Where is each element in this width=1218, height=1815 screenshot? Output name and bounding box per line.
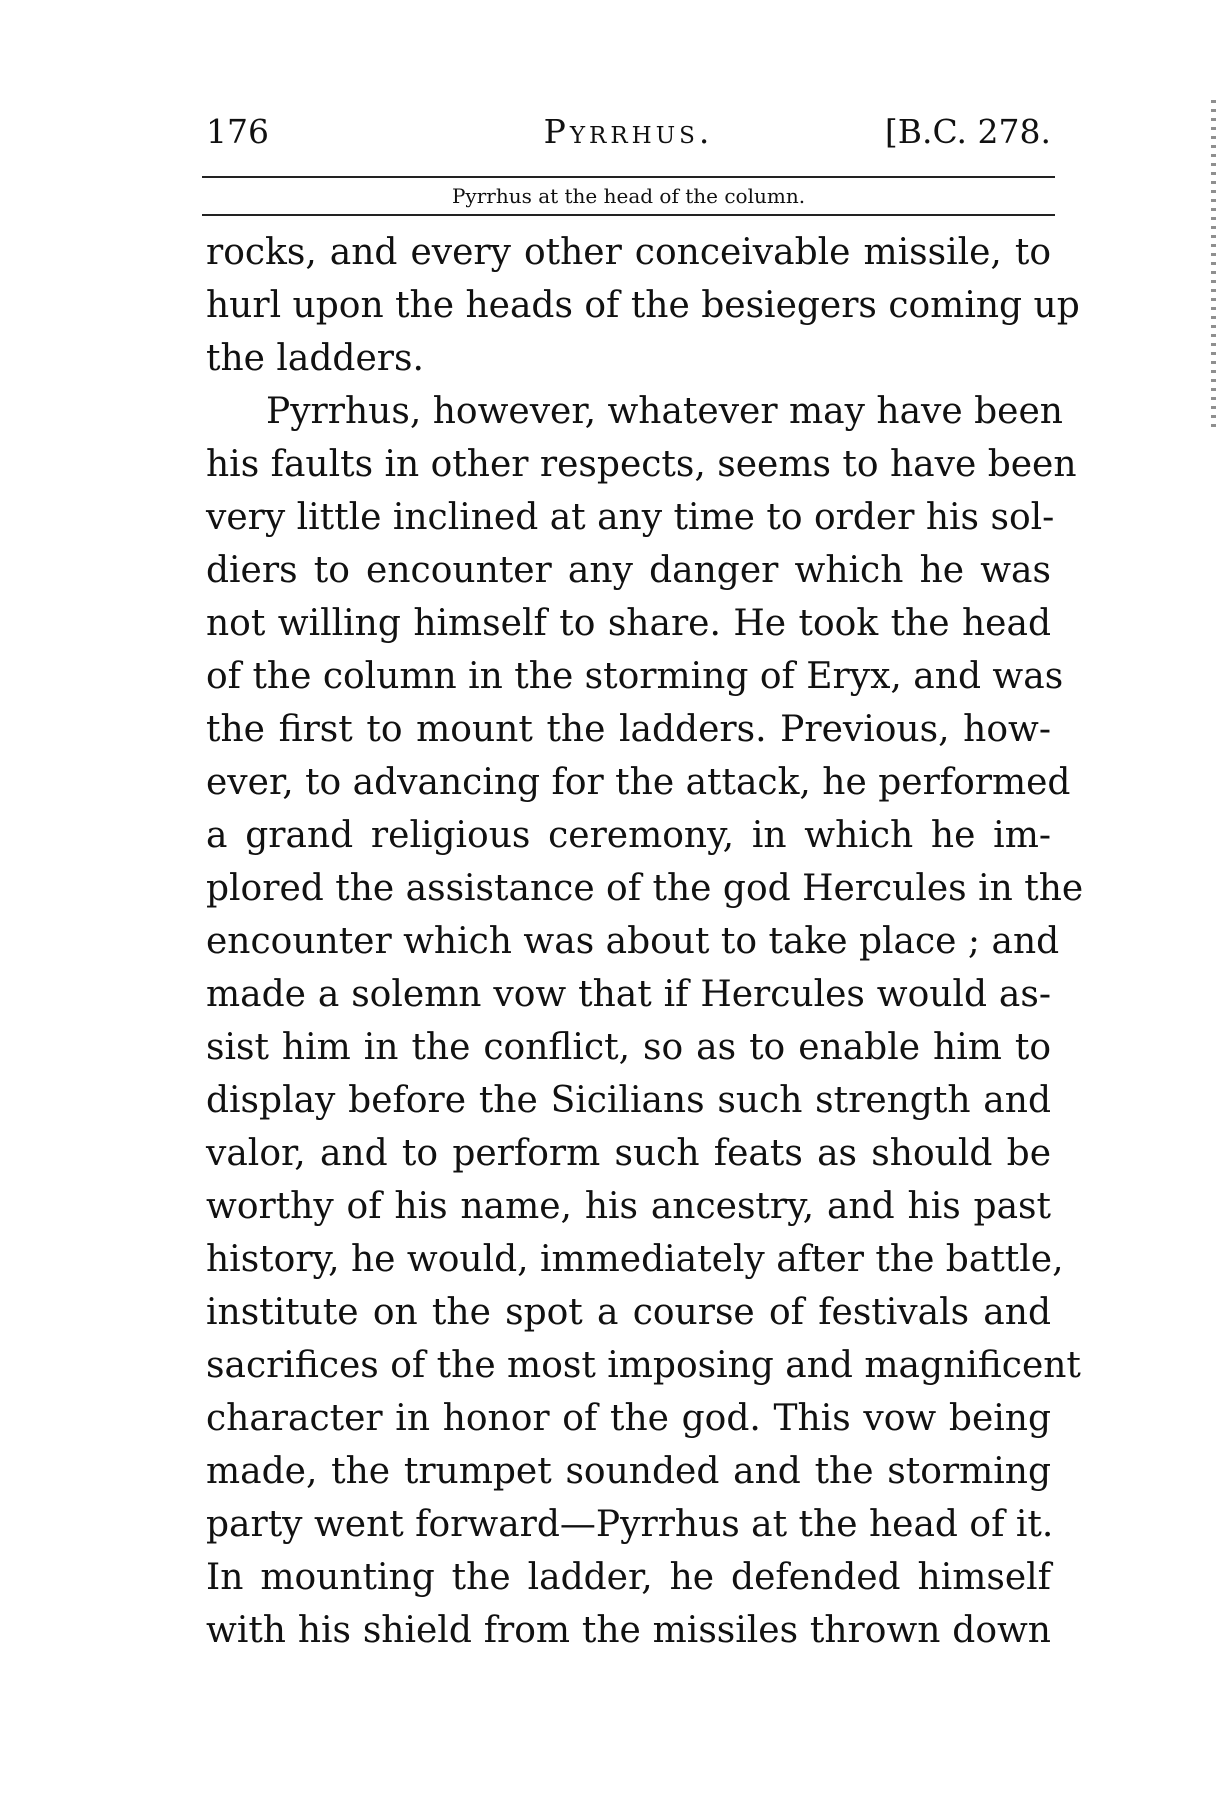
text-line: worthy of his name, his ancestry, and his past: [206, 1186, 1051, 1227]
text-line: rocks, and every other conceivable missile, to: [206, 232, 1051, 273]
text-line: In mounting the ladder, he defended himself: [206, 1557, 1051, 1598]
header-rule-bottom: [202, 214, 1055, 216]
text-line: sacrifices of the most imposing and magnificent: [206, 1345, 1081, 1386]
body-text: [206, 226, 1084, 1657]
text-line: hurl upon the heads of the besiegers coming up: [206, 285, 1080, 326]
text-line: made a solemn vow that if Hercules would as-: [206, 974, 1051, 1015]
text-line: a grand religious ceremony, in which he im-: [206, 815, 1051, 856]
text-line: Pyrrhus, however, whatever may have been: [266, 391, 1063, 432]
text-line: the first to mount the ladders. Previous, how-: [206, 709, 1051, 750]
text-line: his faults in other respects, seems to have been: [206, 444, 1077, 485]
book-page: [206, 104, 1084, 1657]
text-line: display before the Sicilians such strength and: [206, 1080, 1051, 1121]
text-line: made, the trumpet sounded and the storming: [206, 1451, 1051, 1492]
running-head: [206, 104, 1051, 160]
text-line: character in honor of the god. This vow being: [206, 1398, 1051, 1439]
section-subheading: Pyrrhus at the head of the column.: [451, 184, 806, 208]
text-line: ever, to advancing for the attack, he performed: [206, 762, 1071, 803]
paragraph-continued: [206, 226, 1080, 385]
text-line: of the column in the storming of Eryx, and was: [206, 656, 1064, 697]
paragraph: [206, 385, 1084, 1657]
running-title: Pyrrhus.: [543, 112, 714, 151]
page-number: 176: [206, 112, 269, 151]
text-line: diers to encounter any danger which he was: [206, 550, 1051, 591]
text-line: the ladders.: [206, 338, 424, 379]
scan-edge-artifact: [1211, 100, 1216, 430]
text-line: valor, and to perform such feats as should be: [206, 1133, 1051, 1174]
text-line: sist him in the conflict, so as to enable him to: [206, 1027, 1051, 1068]
text-line: history, he would, immediately after the battle,: [206, 1239, 1064, 1280]
text-line: with his shield from the missiles thrown down: [206, 1610, 1051, 1651]
text-line: party went forward—Pyrrhus at the head of it.: [206, 1504, 1054, 1545]
text-line: encounter which was about to take place ; and: [206, 921, 1060, 962]
text-line: plored the assistance of the god Hercules in the: [206, 868, 1084, 909]
text-line: institute on the spot a course of festivals and: [206, 1292, 1051, 1333]
date-marker: [B.C. 278.: [884, 112, 1051, 151]
text-line: very little inclined at any time to order his sol-: [206, 497, 1055, 538]
text-line: not willing himself to share. He took the head: [206, 603, 1051, 644]
